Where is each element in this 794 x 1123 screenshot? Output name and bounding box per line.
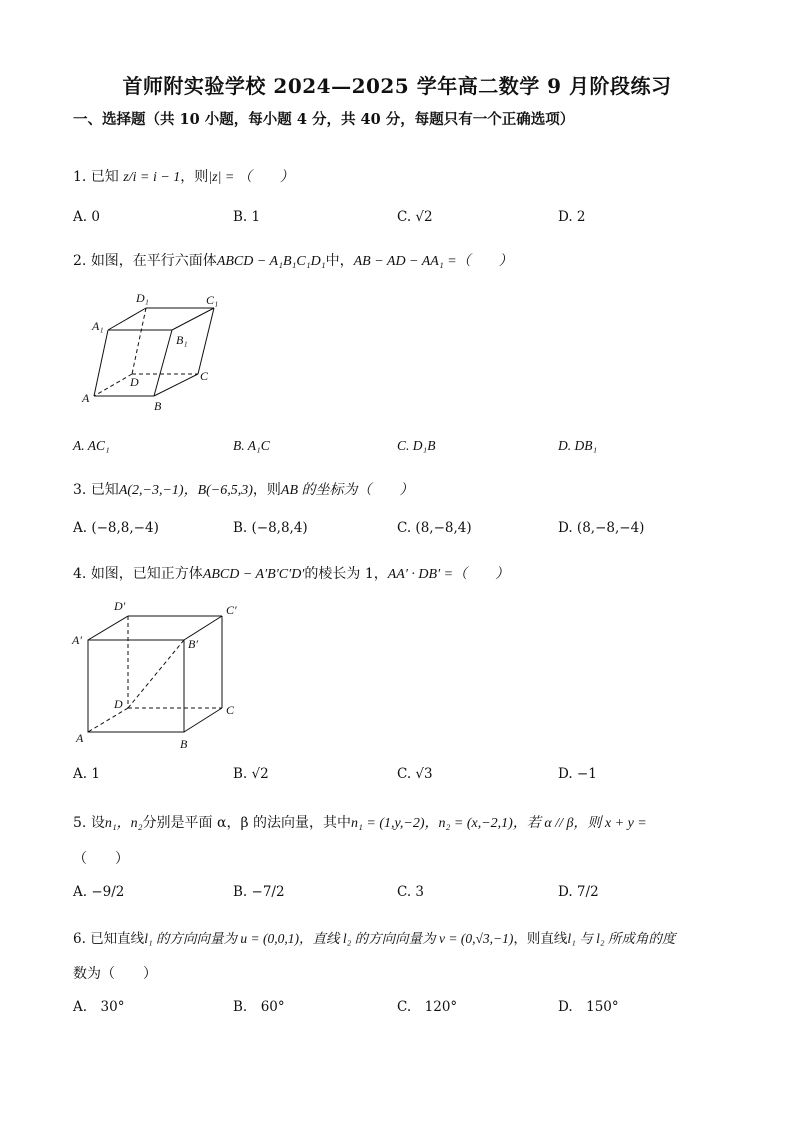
- question-text: ，则: [252, 482, 281, 498]
- option-b[interactable]: B. (−8,8,4): [233, 520, 308, 536]
- edge-dd1: [132, 308, 146, 374]
- edge-bb1: [154, 330, 172, 396]
- option-c[interactable]: C. √2: [397, 209, 433, 225]
- label-a: A: [82, 391, 90, 405]
- question-formula: l₁ 的方向向量为 u = (0,0,1)，直线 l₂ 的方向向量为 v = (0,√3,−1): [144, 931, 514, 946]
- question-text: 已知: [90, 169, 119, 185]
- option-d[interactable]: D. (8,−8,−4): [558, 520, 645, 536]
- label-c: C: [200, 369, 209, 383]
- option-a[interactable]: A. (−8,8,−4): [73, 520, 159, 536]
- question-formula: AB − AD − AA₁ =（ ）: [353, 254, 513, 269]
- section-heading: 一、选择题（共 10 小题，每小题 4 分，共 40 分，每题只有一个正确选项）: [73, 111, 575, 128]
- question-number: 2.: [73, 253, 87, 269]
- option-b[interactable]: B. −7/2: [233, 884, 285, 900]
- edge-ad: [94, 374, 132, 396]
- label-d1: D₁: [136, 291, 149, 305]
- question-number: 5.: [73, 815, 87, 831]
- option-c[interactable]: C. √3: [397, 766, 433, 782]
- question-formula: |z| = （ ）: [208, 170, 294, 185]
- option-a[interactable]: A. 0: [73, 209, 100, 225]
- edge-cc1: [198, 308, 214, 374]
- question-formula: ABCD − A₁B₁C₁D₁: [216, 254, 326, 269]
- question-text: 已知: [90, 482, 119, 498]
- question-formula: n₁，n₂: [104, 816, 143, 831]
- question-text: 分别是平面 α，β 的法向量，其中: [142, 815, 351, 831]
- question-text: ，则直线: [513, 931, 568, 947]
- question-formula: z/i = i − 1: [123, 170, 181, 185]
- option-d[interactable]: D. −1: [558, 766, 597, 782]
- option-b[interactable]: B. 60°: [233, 999, 285, 1015]
- option-a[interactable]: A. 30°: [73, 999, 125, 1015]
- question-formula: l₁ 与 l₂ 所成角的度: [567, 931, 676, 946]
- option-a[interactable]: A. −9/2: [73, 884, 125, 900]
- option-d[interactable]: D. 150°: [558, 999, 619, 1015]
- option-d[interactable]: [558, 438, 597, 454]
- option-b[interactable]: B. √2: [233, 766, 269, 782]
- label-a: A: [76, 731, 84, 745]
- edge-b1c1: [172, 308, 214, 330]
- question-2: [73, 250, 513, 270]
- question-number: 4.: [73, 566, 87, 582]
- question-1: [73, 166, 294, 186]
- parallelepiped-figure: [78, 288, 228, 414]
- label-c-prime: C′: [226, 603, 237, 617]
- edge-bc: [184, 708, 222, 732]
- option-text: B. A₁C: [233, 438, 270, 453]
- question-text: 已知直线: [90, 931, 145, 947]
- label-d: D: [114, 697, 123, 711]
- question-number: 3.: [73, 482, 87, 498]
- cube-figure: [70, 596, 250, 752]
- edge-a1d1: [108, 308, 146, 330]
- question-formula: ABCD − A′B′C′D′: [202, 567, 305, 582]
- option-c[interactable]: C. 120°: [397, 999, 458, 1015]
- label-a-prime: A′: [72, 633, 82, 647]
- question-text: 如图，在平行六面体: [90, 253, 217, 269]
- option-text: D. DB₁: [558, 438, 598, 453]
- question-6: [73, 927, 675, 947]
- label-d: D: [130, 375, 139, 389]
- option-a[interactable]: A. 1: [73, 766, 100, 782]
- question-3: [73, 479, 414, 499]
- question-formula: AB 的坐标为（ ）: [280, 483, 414, 498]
- question-text: 的棱长为 1，: [304, 566, 388, 582]
- question-4: [73, 563, 509, 583]
- question-text: 中，: [325, 253, 354, 269]
- label-b-prime: B′: [188, 637, 198, 651]
- question-5: [73, 812, 647, 832]
- question-text: 设: [90, 815, 105, 831]
- option-c[interactable]: C. (8,−8,4): [397, 520, 472, 536]
- diagonal-db-prime: [128, 640, 184, 708]
- option-text: C. D₁B: [397, 438, 436, 453]
- label-b: B: [154, 399, 162, 413]
- option-d[interactable]: D. 7/2: [558, 884, 599, 900]
- question-number: 1.: [73, 169, 87, 185]
- label-c: C: [226, 703, 235, 717]
- question-text: ，则: [180, 169, 209, 185]
- option-c[interactable]: [397, 438, 435, 454]
- question-text: 如图，已知正方体: [90, 566, 203, 582]
- label-a1: A₁: [92, 319, 104, 333]
- option-b[interactable]: [233, 438, 270, 454]
- question-5-continuation: （ ）: [73, 851, 129, 867]
- edge-aa1: [94, 330, 108, 396]
- edge-apdp: [88, 616, 128, 640]
- edge-bc: [154, 374, 198, 396]
- front-face: [88, 640, 184, 732]
- label-c1: C₁: [206, 293, 219, 307]
- question-formula: AA′ · DB′ =（ ）: [387, 567, 510, 582]
- question-formula: n₁ = (1,y,−2)，n₂ = (x,−2,1)，若 α // β，则 x + y =: [351, 816, 647, 831]
- label-d-prime: D′: [114, 599, 126, 613]
- question-formula: A(2,−3,−1)，B(−6,5,3): [118, 483, 253, 498]
- edge-ad: [88, 708, 128, 732]
- label-b: B: [180, 737, 188, 751]
- question-6-continuation: 数为（ ）: [73, 966, 157, 982]
- option-d[interactable]: D. 2: [558, 209, 586, 225]
- option-c[interactable]: C. 3: [397, 884, 425, 900]
- label-b1: B₁: [176, 333, 188, 347]
- page-title: 首师附实验学校 2024—2025 学年高二数学 9 月阶段练习: [122, 74, 672, 98]
- option-a[interactable]: [73, 438, 110, 454]
- question-number: 6.: [73, 931, 86, 947]
- option-b[interactable]: B. 1: [233, 209, 261, 225]
- option-text: A. AC₁: [73, 438, 110, 453]
